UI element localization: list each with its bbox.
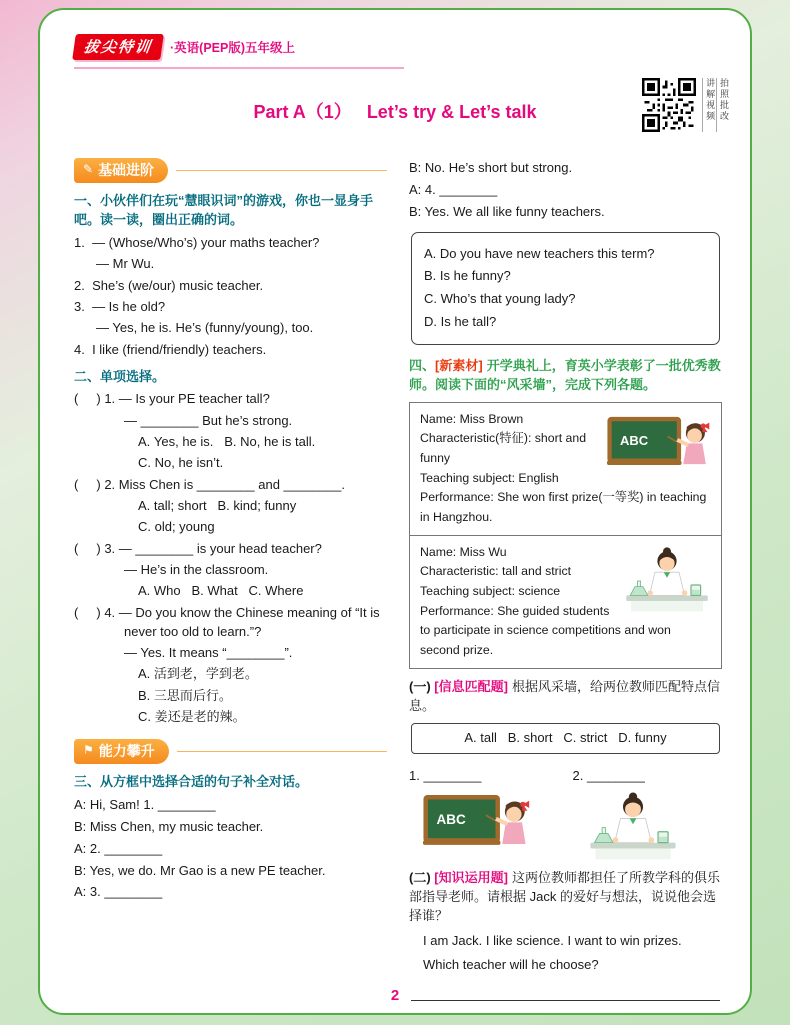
- dialog-line-1: A: Hi, Sam! 1. ________: [74, 797, 216, 813]
- qr-code-icon[interactable]: [642, 78, 696, 132]
- profile1-characteristic: Characteristic(特征): short and funny: [420, 431, 587, 465]
- dialog-line-2: B: Miss Chen, my music teacher.: [74, 818, 264, 834]
- ex2-q4-option-c: C. 姜还是老的辣。: [138, 709, 246, 725]
- profile2-name: Name: Miss Wu: [420, 544, 507, 559]
- sub2-text: 这两位教师都担任了所教学科的俱乐部指导老师。请根据 Jack 的爱好与想法，说说他会选择谁？: [409, 870, 720, 923]
- ex2-q4-option-b: B. 三思而后行。: [138, 687, 232, 703]
- sentence-option-d: D. Is he tall?: [424, 314, 497, 330]
- sentence-option-b: B. Is he funny?: [424, 268, 511, 284]
- sub2-number: (二): [409, 870, 435, 886]
- ex2-q4-reply: — Yes. It means “________”.: [124, 645, 293, 661]
- ex2-q1-options-ab: A. Yes, he is. B. No, he is tall.: [138, 434, 316, 450]
- sentence-option-a: A. Do you have new teachers this term?: [424, 245, 655, 261]
- ex1-item-1: 1. — (Whose/Who’s) your maths teacher?: [74, 234, 320, 250]
- section-divider-line: [177, 751, 387, 752]
- final-question: Which teacher will he choose?: [423, 957, 599, 973]
- teacher-wall: [409, 402, 722, 669]
- brand-header: [74, 34, 404, 69]
- ex1-item-3: 3. — Is he old?: [74, 299, 166, 315]
- sentence-option-c: C. Who’s that young lady?: [424, 291, 576, 307]
- knowledge-application-tag: [知识运用题]: [434, 870, 508, 886]
- sub-question-1: [409, 678, 722, 716]
- info-matching-tag: [信息匹配题]: [434, 678, 508, 694]
- page-title: Part A（1） Let’s try & Let’s talk: [253, 102, 537, 122]
- teacher-profile-miss-wu: [410, 535, 721, 668]
- section-divider-line: [176, 170, 387, 171]
- ex2-q1-stem: ( ) 1. — Is your PE teacher tall?: [74, 391, 270, 407]
- teacher-profile-miss-brown: [410, 403, 721, 535]
- match-item-2-blank: 2. ________: [572, 768, 645, 784]
- dialog-line-8: B: Yes. We all like funny teachers.: [409, 203, 605, 219]
- section-badge-ability-label: 能力攀升: [98, 742, 155, 759]
- match-item-1-blank: 1. ________: [409, 768, 482, 784]
- book-edition: ·英语(PEP版)五年级上: [170, 41, 296, 55]
- sub1-text: 根据风采墙，给两位教师匹配特点信息。: [409, 678, 720, 713]
- ex1-item-4: 4. I like (friend/friendly) teachers.: [74, 341, 267, 357]
- miss-brown-blackboard-illustration: [607, 412, 711, 473]
- profile2-performance: Performance: She guided students to participate in science competitions and won second prize.: [420, 603, 671, 657]
- ex1-item-1-answer: — Mr Wu.: [96, 256, 155, 272]
- ex2-q3-reply: — He’s in the classroom.: [124, 562, 269, 578]
- qr-block: [642, 78, 728, 132]
- ex2-q2-stem: ( ) 2. Miss Chen is ________ and ________.: [74, 476, 346, 492]
- match-item-2: [573, 764, 723, 861]
- content-columns: [74, 156, 722, 1001]
- flag-icon: ⚑: [83, 743, 94, 758]
- right-column: [409, 156, 722, 1001]
- section-badge-basic: [74, 158, 168, 183]
- ex2-q1-reply: — ________ But he’s strong.: [124, 412, 293, 428]
- sub1-number: (一): [409, 678, 435, 694]
- exercise1-title: 一、小伙伴们在玩“慧眼识词”的游戏，你也一显身手吧。读一读，圈出正确的词。: [74, 193, 374, 228]
- qr-caption: [700, 78, 728, 132]
- profile2-characteristic: Characteristic: tall and strict: [420, 564, 572, 579]
- jack-statement: I am Jack. I like science. I want to win prizes.: [423, 932, 682, 948]
- miss-wu-science-illustration: [623, 545, 711, 613]
- section-badge-basic-label: 基础进阶: [98, 162, 155, 178]
- page-number: 2: [390, 987, 400, 1004]
- dialog-line-3: A: 2. ________: [74, 840, 163, 856]
- match1-blackboard-illustration: [423, 790, 531, 853]
- exercise4-number: 四、: [409, 357, 436, 373]
- ex2-q1-option-c: C. No, he isn’t.: [138, 455, 224, 471]
- dialog-line-6: B: No. He’s short but strong.: [409, 160, 573, 175]
- new-material-tag: [新素材]: [435, 357, 483, 373]
- exercise3-title: 三、从方框中选择合适的句子补全对话。: [74, 774, 309, 790]
- match2-science-illustration: [587, 790, 679, 861]
- brand-logo: 拔尖特训: [72, 34, 164, 60]
- match-item-1: [409, 764, 559, 861]
- exercise4-text: 开学典礼上，育英小学表彰了一批优秀教师。阅读下面的“风采墙”，完成下列各题。: [409, 357, 721, 392]
- left-column: [74, 156, 387, 1001]
- ex2-q4-stem: ( ) 4. — Do you know the Chinese meaning of “It is never too old to learn.”?: [74, 604, 380, 639]
- exercise2-title: 二、单项选择。: [74, 368, 166, 384]
- qr-caption-photo-grading: 拍照批改: [716, 78, 728, 132]
- ex2-q2-options-ab: A. tall; short B. kind; funny: [138, 498, 297, 514]
- ex2-q3-options: A. Who B. What C. Where: [138, 583, 304, 599]
- ex2-q3-stem: ( ) 3. — ________ is your head teacher?: [74, 540, 322, 556]
- profile2-subject: Teaching subject: science: [420, 583, 561, 598]
- characteristics-options-box: A. tall B. short C. strict D. funny: [411, 723, 720, 754]
- profile1-subject: Teaching subject: English: [420, 470, 559, 485]
- pencil-icon: ✎: [83, 162, 94, 177]
- dialog-line-4: B: Yes, we do. Mr Gao is a new PE teacher.: [74, 862, 326, 878]
- exercise4-heading: [409, 357, 722, 395]
- section-basic-advance: [74, 158, 387, 183]
- dialog-line-5: A: 3. ________: [74, 884, 163, 900]
- section-badge-ability: [74, 739, 169, 764]
- sentence-options-box: [411, 232, 720, 345]
- profile1-name: Name: Miss Brown: [420, 411, 524, 426]
- profile1-performance: Performance: She won first prize(一等奖) in teaching in Hangzhou.: [420, 490, 707, 524]
- qr-caption-explain-video: 讲解视频: [702, 78, 714, 132]
- sub-question-2: [409, 869, 722, 926]
- workbook-page: [38, 8, 752, 1015]
- ex2-q4-option-a: A. 活到老，学到老。: [138, 666, 258, 682]
- section-ability-climb: [74, 739, 387, 764]
- matching-items: [409, 764, 722, 861]
- ex2-q2-option-c: C. old; young: [138, 519, 215, 535]
- ex1-item-2: 2. She’s (we/our) music teacher.: [74, 277, 264, 293]
- ex1-item-3-answer: — Yes, he is. He’s (funny/young), too.: [96, 320, 314, 336]
- dialog-line-7: A: 4. ________: [409, 181, 498, 197]
